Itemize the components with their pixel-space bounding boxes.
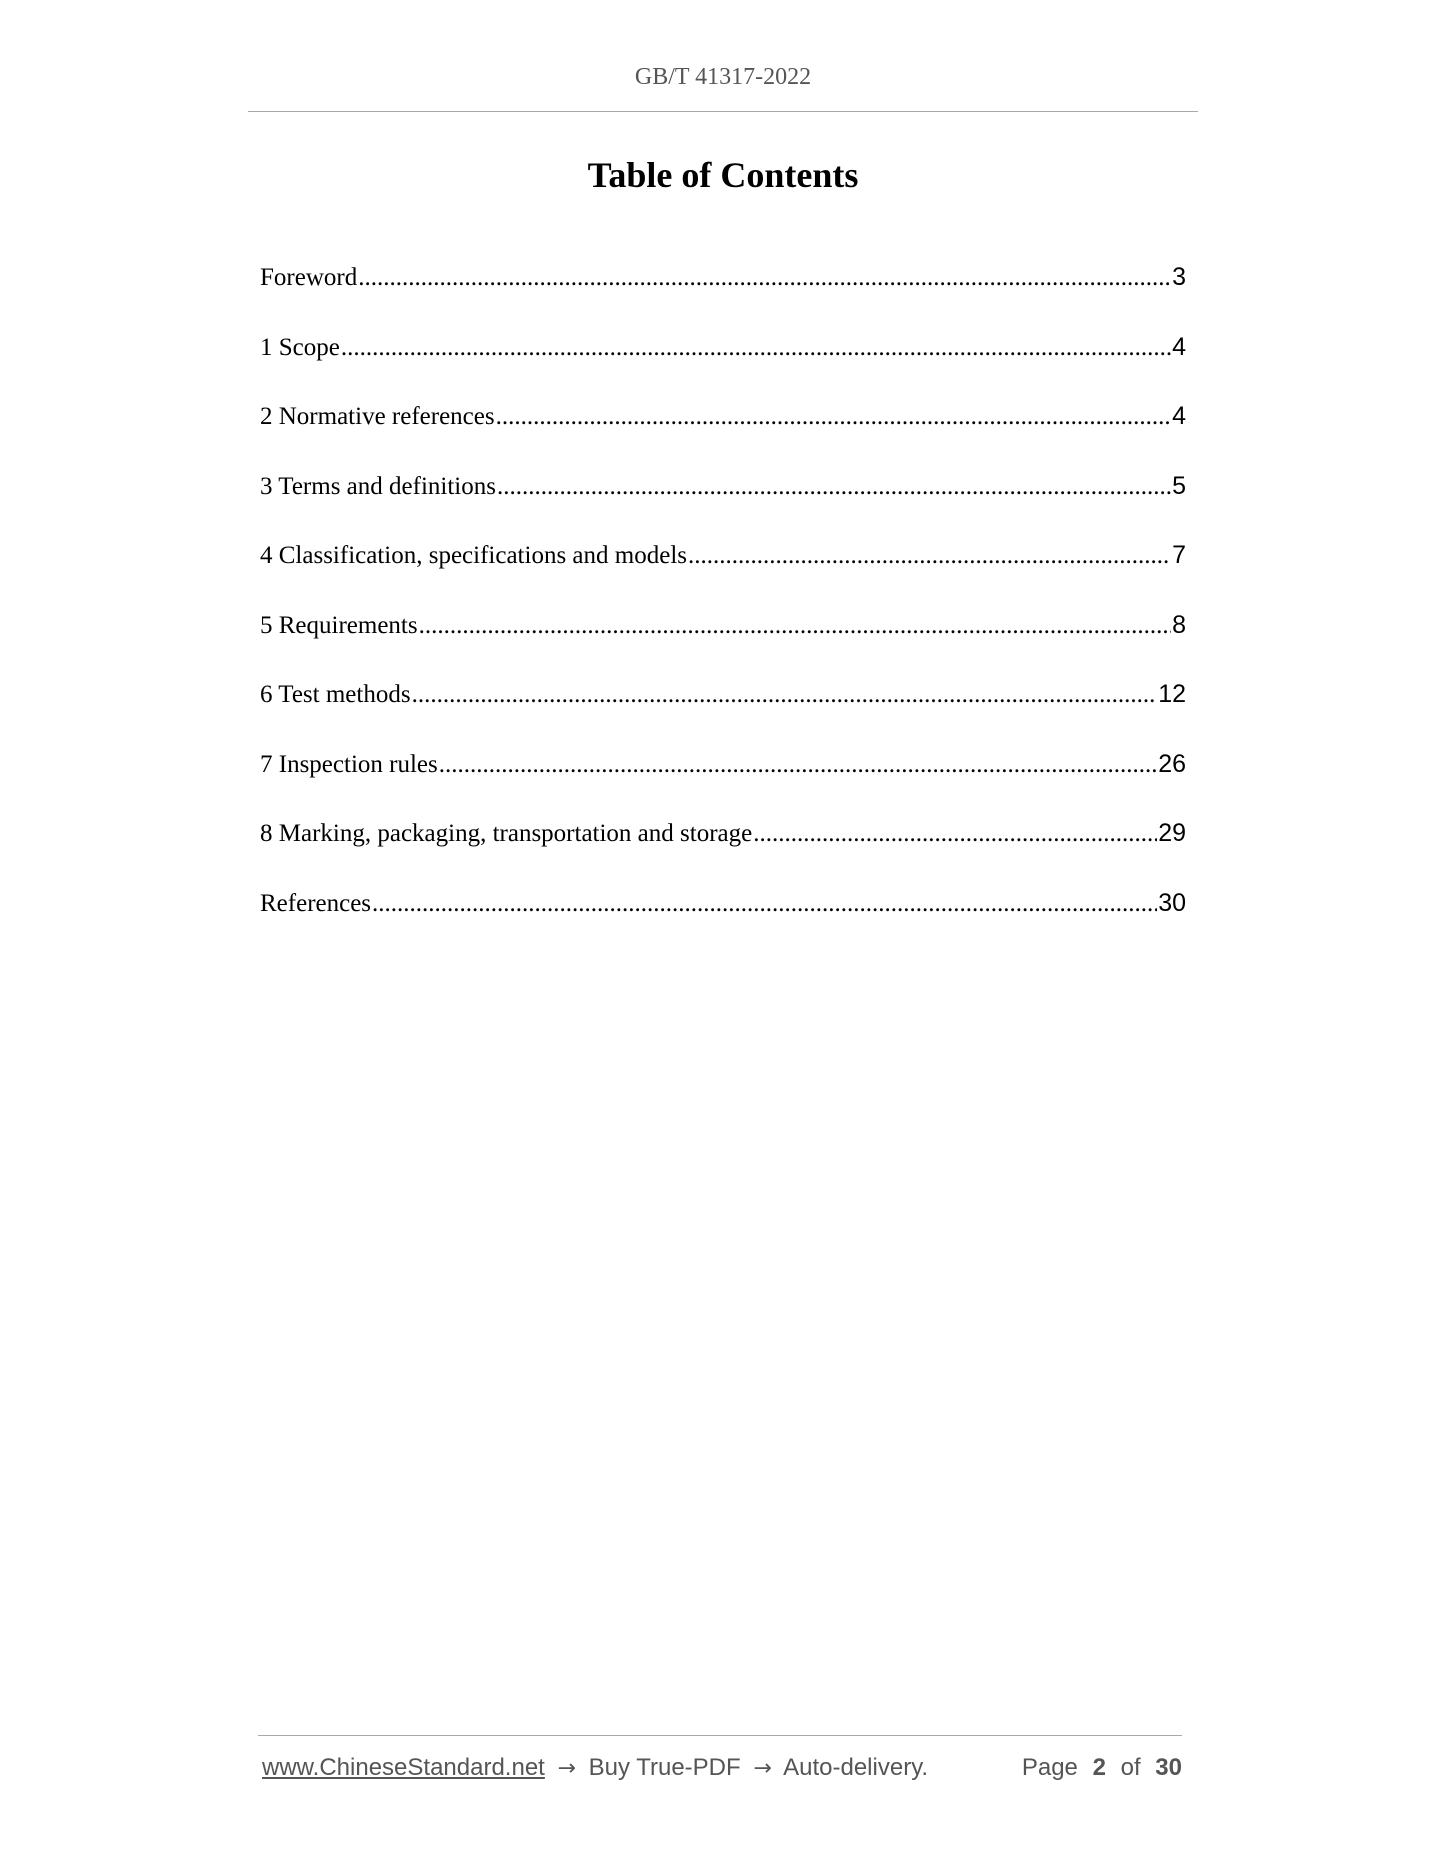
toc-entry-label: 4 Classification, specifications and models [260,542,687,569]
auto-delivery-text: Auto-delivery. [783,1754,929,1781]
toc-leader-dots [341,334,1171,362]
toc-entry-label: 2 Normative references [260,403,495,430]
toc-entry-page: 26 [1158,749,1186,778]
toc-entry-normative-references[interactable] [260,402,1186,472]
toc-leader-dots [412,681,1158,709]
toc-entry-references[interactable] [260,889,1186,959]
toc-leader-dots [688,542,1171,570]
toc-entry-test-methods[interactable] [260,680,1186,750]
toc-entry-requirements[interactable] [260,611,1186,681]
toc-leader-dots [419,612,1171,640]
header-divider [248,111,1198,112]
footer-divider [258,1735,1182,1736]
toc-entry-label: 8 Marking, packaging, transportation and storage [260,820,753,847]
page-title: Table of Contents [587,155,859,195]
toc-entry-terms-definitions[interactable] [260,472,1186,542]
toc-entry-label: 5 Requirements [260,611,418,639]
toc-leader-dots [753,820,1157,848]
page-word: Page [1021,1754,1078,1781]
toc-entry-page: 12 [1158,680,1186,708]
toc-entry-page: 29 [1158,819,1186,847]
total-page-count: 30 [1155,1754,1182,1781]
of-word: of [1120,1754,1141,1781]
toc-leader-dots [439,751,1157,779]
toc-entry-label: 1 Scope [260,333,340,361]
toc-entry-scope[interactable] [260,333,1186,403]
toc-leader-dots [497,473,1171,501]
toc-entry-inspection-rules[interactable] [260,750,1186,820]
toc-leader-dots [496,403,1171,431]
toc-leader-dots [358,264,1171,292]
toc-entry-foreword[interactable] [260,263,1186,333]
site-link[interactable]: www.ChineseStandard.net [262,1754,545,1781]
document-id-header: GB/T 41317-2022 [634,64,812,90]
toc-entry-page: 8 [1172,610,1186,639]
toc-entry-label: 7 Inspection rules [260,750,438,778]
buy-true-pdf-text: Buy True-PDF [588,1754,741,1781]
current-page-number: 2 [1092,1754,1106,1781]
toc-entry-classification[interactable] [260,541,1186,611]
toc-leader-dots [372,890,1157,918]
toc-entry-page: 5 [1172,471,1186,500]
arrow-right-icon: → [557,1756,576,1781]
toc-entry-marking-packaging[interactable] [260,819,1186,889]
toc-entry-page: 3 [1172,263,1186,291]
page-number-indicator [1014,1754,1182,1782]
table-of-contents [260,263,1186,958]
toc-entry-page: 7 [1172,541,1186,569]
page-footer [262,1754,1182,1782]
toc-entry-label: 6 Test methods [260,681,411,708]
arrow-right-icon: → [753,1756,772,1781]
toc-entry-label: Foreword [260,264,358,291]
toc-entry-label: 3 Terms and definitions [260,472,496,500]
toc-entry-page: 30 [1158,888,1186,917]
toc-entry-label: References [260,889,372,917]
toc-entry-page: 4 [1172,402,1186,430]
toc-entry-page: 4 [1172,332,1186,361]
